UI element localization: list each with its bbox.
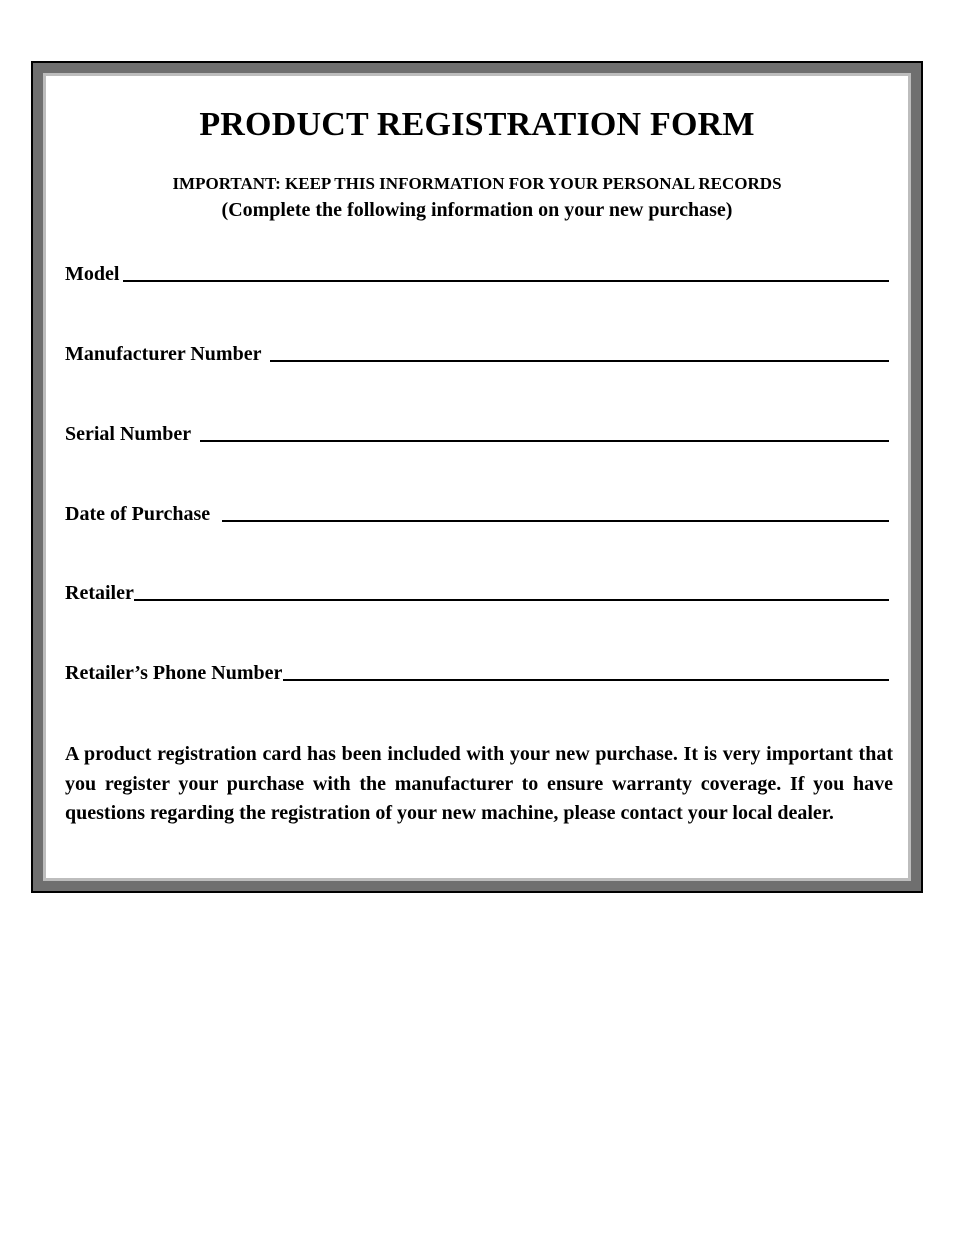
date-of-purchase-label: Date of Purchase [65,503,211,525]
date-of-purchase-field[interactable] [65,498,889,526]
retailer-field[interactable] [65,577,889,605]
date-of-purchase-input-line[interactable] [222,520,889,522]
model-input-line[interactable] [123,280,889,282]
manufacturer-number-field[interactable] [65,338,889,366]
retailer-phone-input-line[interactable] [283,679,889,681]
model-label: Model [65,263,120,285]
manufacturer-number-label: Manufacturer Number [65,343,262,365]
serial-number-field[interactable] [65,418,889,446]
serial-number-label: Serial Number [65,423,192,445]
form-panel [46,76,908,878]
retailer-label: Retailer [65,582,134,604]
manufacturer-number-input-line[interactable] [270,360,889,362]
form-title: PRODUCT REGISTRATION FORM [199,106,755,143]
retailer-phone-label: Retailer’s Phone Number [65,662,283,684]
form-instructions: (Complete the following information on your new purchase) [221,199,733,221]
retailer-phone-field[interactable] [65,657,889,685]
important-notice: IMPORTANT: KEEP THIS INFORMATION FOR YOUR PERSONAL RECORDS [172,174,782,193]
retailer-input-line[interactable] [134,599,889,601]
form-frame-inner-border [43,73,911,881]
serial-number-input-line[interactable] [200,440,889,442]
registration-note: A product registration card has been included with your new purchase. It is very important that you register your purchase with the manufacturer to ensure warranty coverage. If you have questions regarding the registration of your new machine, please contact your local dealer. [65,743,893,824]
form-frame [31,61,923,893]
model-field[interactable] [65,258,889,286]
